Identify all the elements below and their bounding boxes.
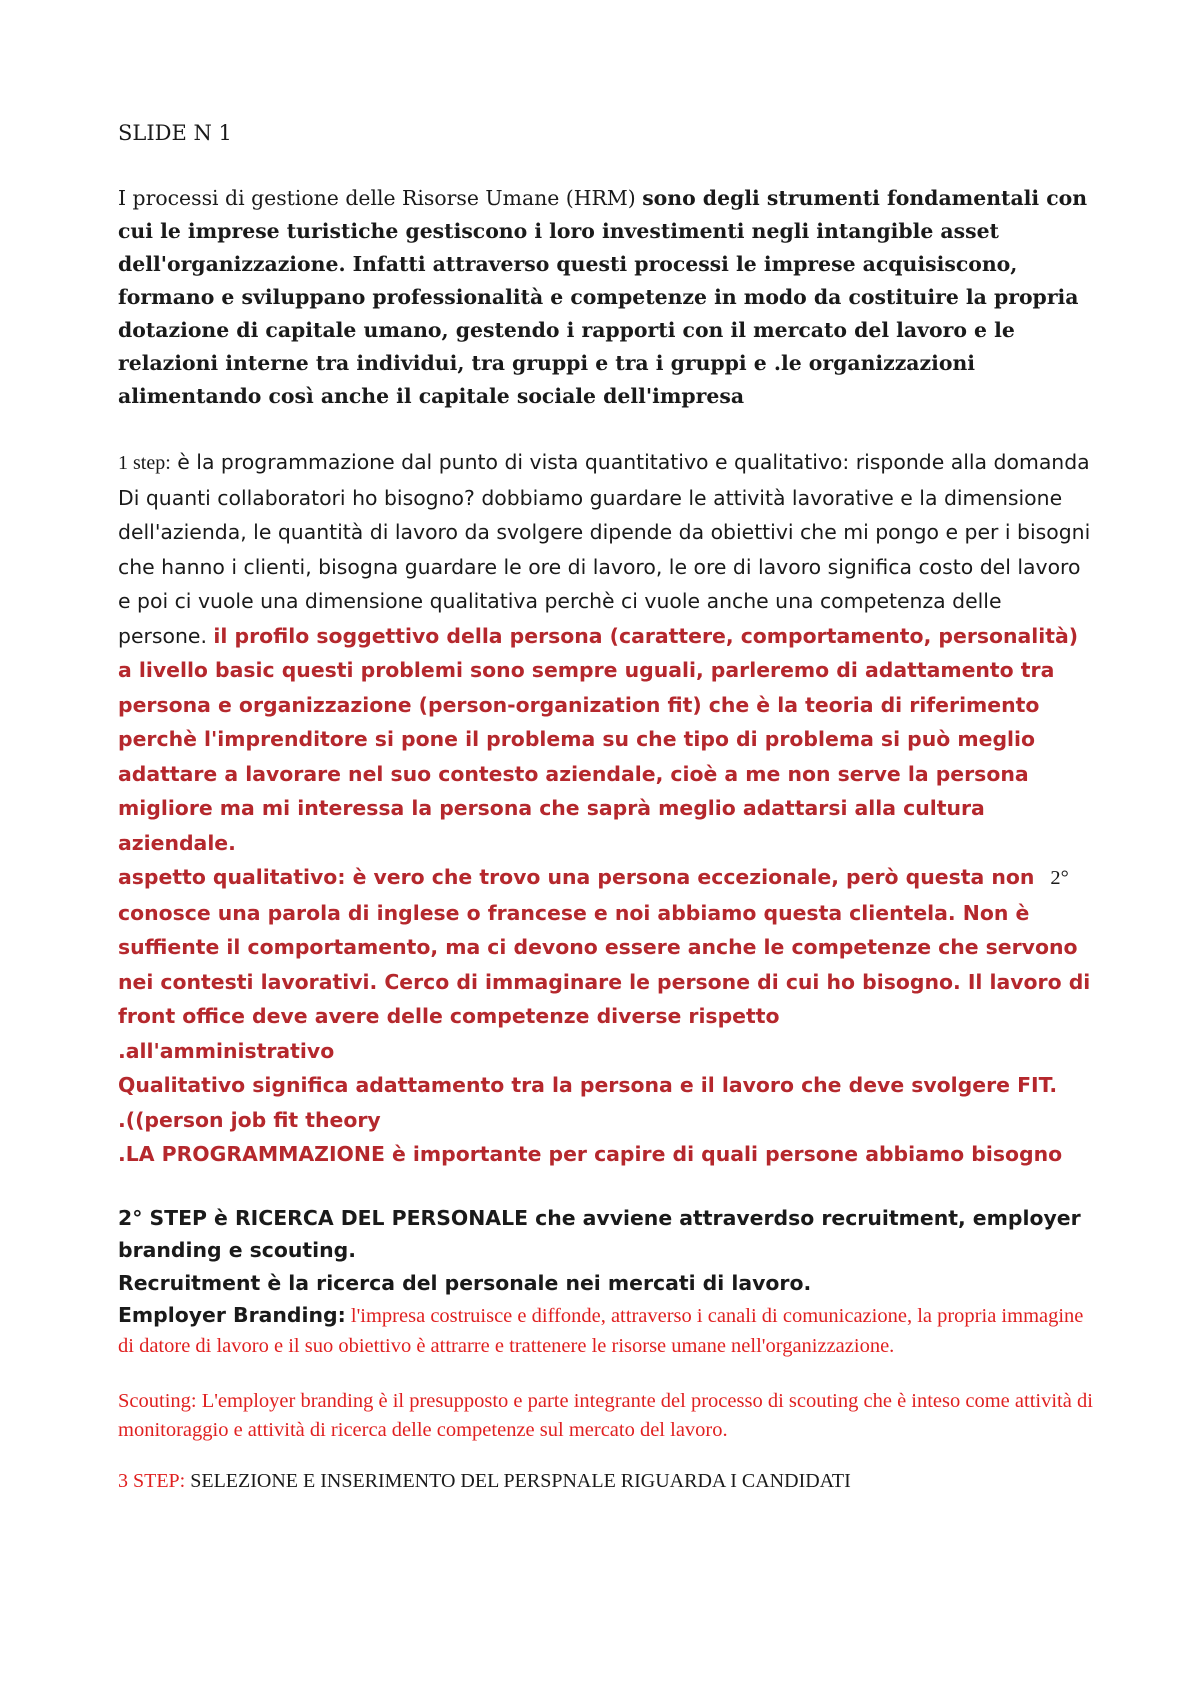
intro-normal: I processi di gestione delle Risorse Umane (HRM): [118, 186, 643, 210]
intro-bold: sono degli strumenti fondamentali con cui le imprese turistiche gestiscono i loro investimenti negli intangible asset dell'organizzazione. Infatti attraverso questi processi le imprese acquisiscono, formano e sviluppano professionalità e competenze in modo da costituire la propria dotazione di capitale umano, gestendo i rapporti con il mercato del lavoro e le relazioni interne tra individui, tra gruppi e tra i gruppi e .le organizzazioni alimentando così anche il capitale sociale dell'impresa: [118, 186, 1088, 408]
line-amministrativo: .all'amministrativo: [118, 1038, 335, 1063]
line-fit: Qualitativo significa adattamento tra la persona e il lavoro che deve svolgere FIT.: [118, 1073, 1058, 1097]
step1-label: 1 step:: [118, 452, 171, 474]
qual-text-a: aspetto qualitativo: è vero che trovo una persona eccezionale, però questa non: [118, 865, 1035, 889]
line-theory: .((person job fit theory: [118, 1107, 381, 1132]
step1-red-text: il profilo soggettivo della persona (carattere, comportamento, personalità) a livello basic questi problemi sono sempre uguali, parleremo di adattamento tra persona e organizzazione (person-organization fit) che è la teoria di riferimento perchè l'imprenditore si pone il problema su che tipo di problema si può meglio adattare a lavorare nel suo contesto aziendale, cioè a me non serve la persona migliore ma mi interessa la persona che saprà meglio adattarsi alla cultura aziendale.: [118, 623, 1079, 855]
recruitment-line: Recruitment è la ricerca del personale nei mercati di lavoro.: [118, 1270, 812, 1295]
step3-label: 3 STEP:: [118, 1469, 186, 1492]
employer-branding-label: Employer Branding:: [118, 1302, 346, 1327]
step2-heading-label: 2° STEP è RICERCA DEL PERSONALE: [118, 1205, 529, 1230]
step2-heading-rest: che avviene attraverdso recruitment, employer branding e scouting.: [118, 1205, 1081, 1262]
intro-paragraph: [118, 182, 1093, 413]
step1-paragraph: [118, 445, 1093, 860]
line-programmazione: .LA PROGRAMMAZIONE è importante per capire di quali persone abbiamo bisogno: [118, 1142, 1063, 1166]
employer-branding: [118, 1300, 1093, 1361]
slide-title: SLIDE N 1: [118, 121, 232, 145]
step3-line: [118, 1467, 1093, 1496]
qual-text-b: conosce una parola di inglese o francese e noi abbiamo questa clientela. Non è suffiente il comportamento, ma ci devono essere anche le competenze che servono nei contesti lavorativi. Cerco di immaginare le persone di cui ho bisogno. Il lavoro di front office deve avere delle competenze diverse rispetto: [118, 900, 1091, 1028]
step1-text: è la programmazione dal punto di vista quantitativo e qualitativo: risponde alla domanda Di quanti collaboratori ho bisogno? dobbiamo guardare le attività lavorative e la dimensione dell'azienda, le quantità di lavoro da svolgere dipende da obiettivi che mi pongo e per i bisogni che hanno i clienti, bisogna guardare le ore di lavoro, le ore di lavoro significa costo del lavoro e poi ci vuole una dimensione qualitativa perchè ci vuole anche una competenza delle persone.: [118, 450, 1091, 648]
scouting-paragraph: Scouting: L'employer branding è il presupposto e parte integrante del processo di scouting che è inteso come attività di monitoraggio e attività di ricerca delle competenze sul mercato del lavoro.: [118, 1389, 1093, 1441]
document-page: [118, 118, 1093, 1496]
employer-branding-text: l'impresa costruisce e diffonde, attraverso i canali di comunicazione, la propria immagine di datore di lavoro e il suo obiettivo è attrarre e trattenere le risorse umane nell'organizzazione.: [118, 1304, 1084, 1357]
step2-heading: [118, 1202, 1093, 1267]
step3-text: SELEZIONE E INSERIMENTO DEL PERSPNALE RIGUARDA I CANDIDATI: [185, 1469, 851, 1492]
qual-mark: 2°: [1050, 867, 1069, 889]
qualitative-aspect: [118, 860, 1093, 1034]
